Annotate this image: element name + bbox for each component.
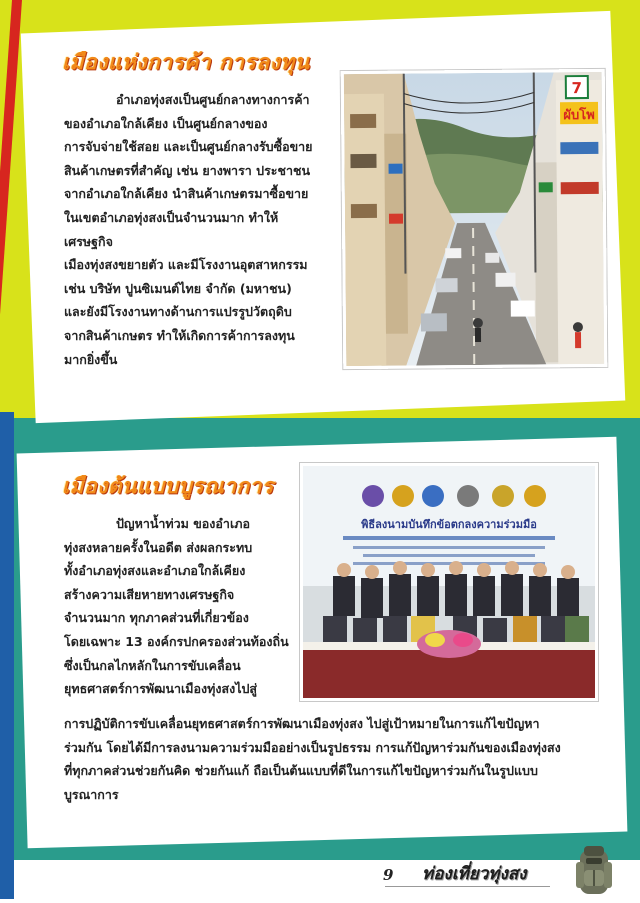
paragraph-line: จากสินค้าเกษตร ทำให้เกิดการค้าการลงทุน — [64, 327, 295, 343]
paragraph-line: สร้างความเสียหายทางเศรษฐกิจ — [64, 586, 235, 602]
paragraph-line: อำเภอทุ่งสงเป็นศูนย์กลางทางการค้า — [116, 92, 310, 107]
paragraph-line: ในเขตอำเภอทุ่งสงเป็นจำนวนมาก ทำให้เศรษฐกิจ — [64, 209, 279, 249]
signing-ceremony-photo — [300, 463, 598, 701]
paragraph-line: การจับจ่ายใช้สอย และเป็นศูนย์กลางรับซื้อขาย — [64, 139, 313, 155]
section2-paragraph-wide — [64, 712, 624, 806]
paragraph-line: ของอำเภอใกล้เคียง เป็นศูนย์กลางของ — [64, 115, 268, 131]
paragraph-line: เมืองทุ่งสงขยายตัว และมีโรงงานอุตสาหกรรม — [64, 257, 308, 273]
store-logo-text: 7 — [571, 79, 583, 98]
paragraph-line: การปฏิบัติการขับเคลื่อนยุทธศาสตร์การพัฒนาเมืองทุ่งสง ไปสู่เป้าหมายในการแก้ไขปัญหา — [64, 716, 540, 731]
paragraph-line: ทั้งอำเภอทุ่งสงและอำเภอใกล้เคียง — [64, 563, 246, 579]
paragraph-line: สินค้าเกษตรที่สำคัญ เช่น ยางพารา ประชาชน — [64, 162, 311, 178]
street-photo — [341, 69, 608, 369]
section1-paragraph — [64, 88, 326, 371]
paragraph-line: ทุ่งสงหลายครั้งในอดีต ส่งผลกระทบ — [64, 539, 253, 555]
paragraph-line: บูรณาการ — [64, 786, 119, 802]
banner-title: พิธีลงนามบันทึกข้อตกลงความร่วมมือ — [361, 518, 537, 531]
paragraph-line: จากอำเภอใกล้เคียง นำสินค้าเกษตรมาซื้อขาย — [64, 186, 309, 202]
paragraph-line: ที่ทุกภาคส่วนช่วยกันคิด ช่วยกันแก้ ถือเป็นต้นแบบที่ดีในการแก้ไขปัญหาร่วมกันในรูปแบบ — [64, 763, 538, 779]
page-number: 9 — [383, 866, 394, 884]
paragraph-line: จำนวนมาก ทุกภาคส่วนที่เกี่ยวข้อง — [64, 610, 249, 626]
section1-heading: เมืองแห่งการค้า การลงทุน — [62, 50, 310, 74]
blue-accent-bar — [0, 412, 14, 899]
backpack-icon — [566, 844, 622, 899]
section2-paragraph-narrow — [64, 512, 296, 701]
paragraph-line: และยังมีโรงงานทางด้านการแปรรูปวัตถุดิบ — [64, 304, 292, 320]
paragraph-line: โดยเฉพาะ 13 องค์กรปกครองส่วนท้องถิ่น — [64, 633, 289, 649]
paragraph-line: ซึ่งเป็นกลไกหลักในการขับเคลื่อน — [64, 657, 241, 673]
paragraph-line: ยุทธศาสตร์การพัฒนาเมืองทุ่งสงไปสู่ — [64, 681, 258, 697]
paragraph-line: ร่วมกัน โดยได้มีการลงนามความร่วมมืออย่างเป็นรูปธรรม การแก้ปัญหาร่วมกันของเมืองทุ่งสง — [64, 739, 561, 755]
paragraph-line: มากยิ่งขึ้น — [64, 351, 118, 367]
footer-title: ท่องเที่ยวทุ่งสง — [422, 864, 527, 884]
shop-sign-text: ผับโพ — [563, 107, 595, 124]
paragraph-line: เช่น บริษัท ปูนซิเมนต์ไทย จำกัด (มหาชน) — [64, 280, 292, 296]
paragraph-line: ปัญหาน้ำท่วม ของอำเภอ — [116, 516, 250, 531]
footer-background — [0, 860, 640, 899]
section2-heading: เมืองต้นแบบบูรณาการ — [62, 474, 274, 498]
